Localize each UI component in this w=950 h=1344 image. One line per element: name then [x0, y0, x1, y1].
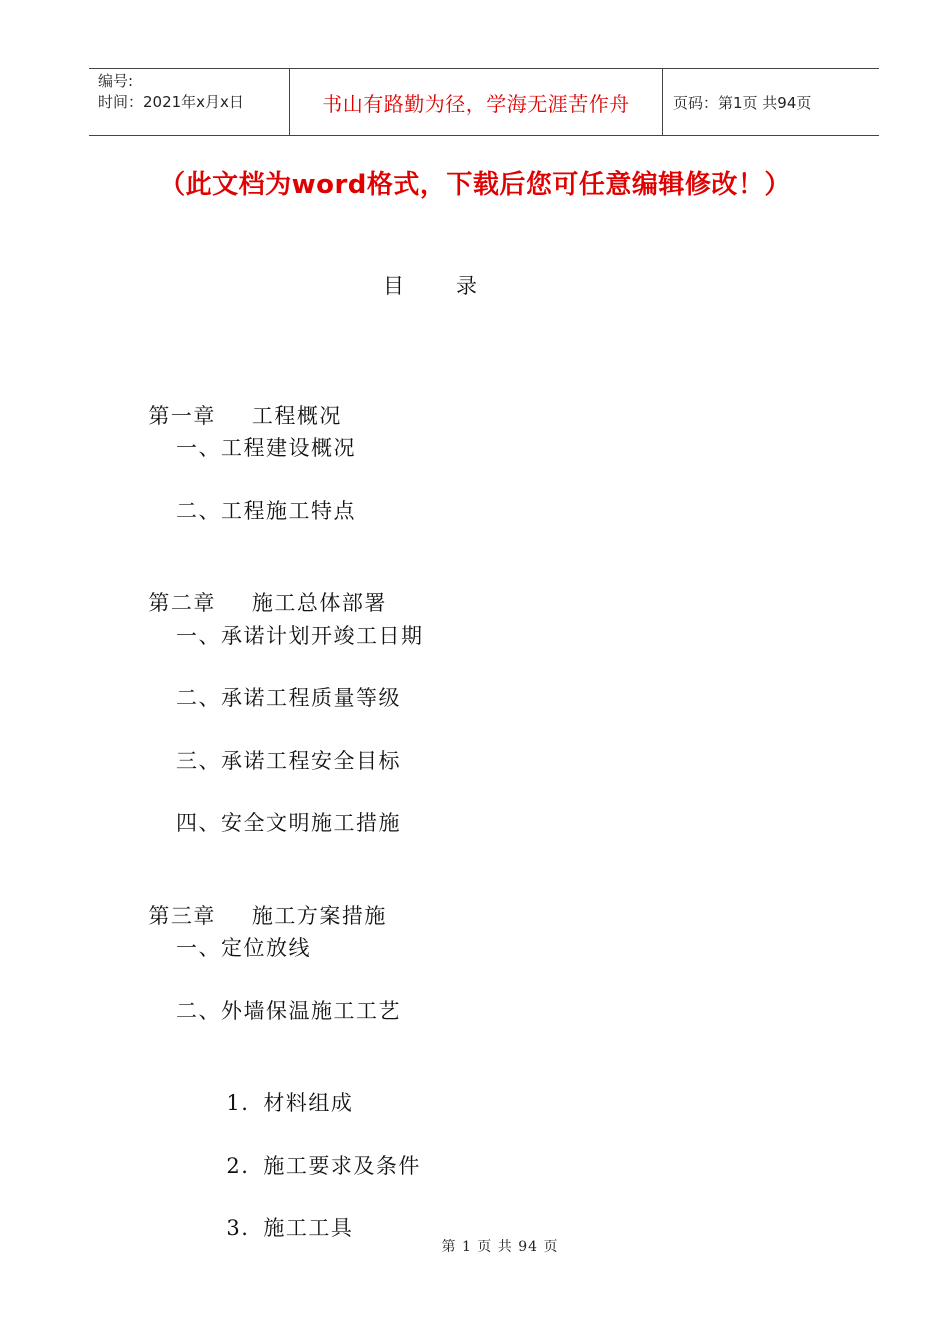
toc-section[interactable]: 二、承诺工程质量等级	[176, 686, 401, 710]
toc-section[interactable]: 三、承诺工程安全目标	[176, 749, 401, 773]
serial-label: 编号:	[98, 72, 134, 90]
subsection-title: 施工工具	[263, 1216, 354, 1240]
chapter-title: 施工总体部署	[251, 591, 387, 615]
header-page-info: 页码：第1页 共94页	[673, 93, 812, 112]
toc-subsection[interactable]	[210, 1183, 353, 1243]
page-footer: 第 1 页 共 94 页	[441, 1239, 559, 1255]
toc-title-right: 录	[456, 274, 477, 298]
toc-chapter-2[interactable]	[132, 558, 387, 618]
subsection-number: 1.	[226, 1091, 250, 1115]
edit-notice: （此文档为word格式，下载后您可任意编辑修改！）	[159, 170, 791, 200]
page-header	[89, 68, 879, 136]
chapter-number: 第二章	[148, 591, 216, 615]
subsection-number: 3.	[226, 1216, 250, 1240]
toc-subsection[interactable]	[210, 1058, 353, 1118]
toc-section[interactable]: 一、承诺计划开竣工日期	[176, 624, 424, 648]
toc-section[interactable]: 二、外墙保温施工工艺	[176, 999, 401, 1023]
toc-chapter-3[interactable]	[132, 871, 387, 931]
header-motto: 书山有路勤为径，学海无涯苦作舟	[290, 69, 663, 135]
time-label: 时间：2021年x月x日	[98, 93, 244, 111]
toc-chapter-1[interactable]	[132, 371, 342, 431]
toc-section[interactable]: 四、安全文明施工措施	[176, 811, 401, 835]
subsection-title: 施工要求及条件	[263, 1154, 421, 1178]
chapter-number: 第一章	[148, 404, 216, 428]
toc-section[interactable]: 一、定位放线	[176, 936, 311, 960]
chapter-title: 施工方案措施	[251, 904, 387, 928]
subsection-number: 2.	[226, 1154, 250, 1178]
toc-title	[0, 270, 860, 300]
toc-title-left: 目	[383, 274, 404, 298]
chapter-number: 第三章	[148, 904, 216, 928]
chapter-title: 工程概况	[251, 404, 342, 428]
subsection-title: 材料组成	[263, 1091, 354, 1115]
toc-section[interactable]: 一、工程建设概况	[176, 436, 356, 460]
toc-subsection[interactable]	[210, 1121, 421, 1181]
header-meta	[89, 69, 290, 135]
toc-section[interactable]: 二、工程施工特点	[176, 499, 356, 523]
